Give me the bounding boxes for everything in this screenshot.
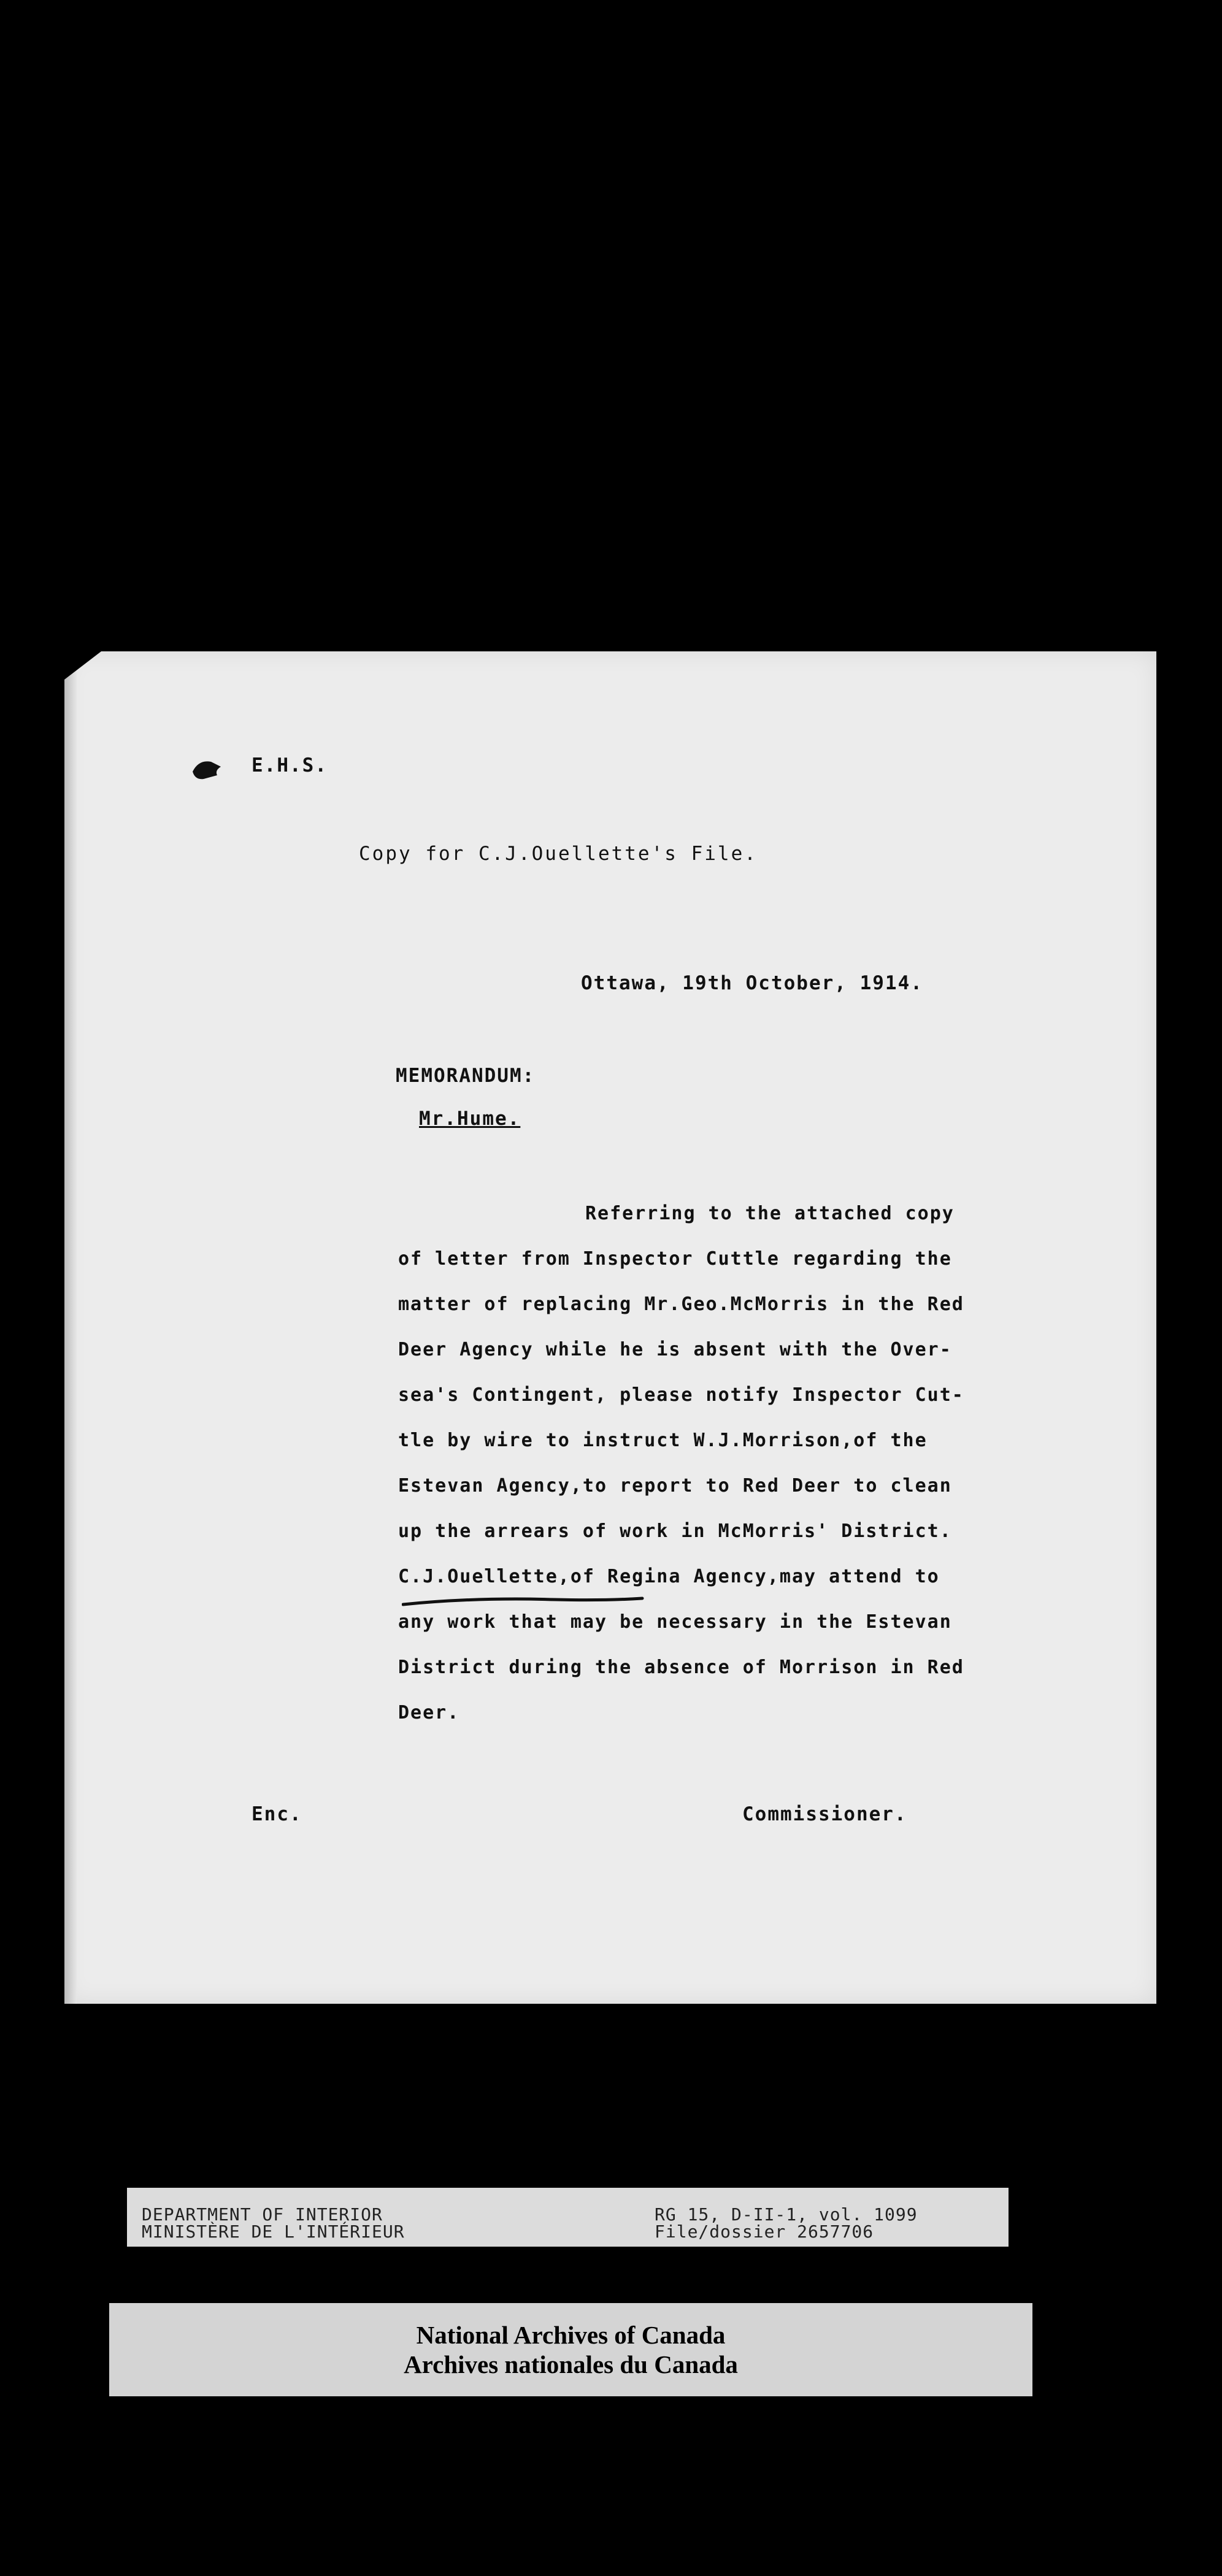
archive-name-fr: Archives nationales du Canada (404, 2350, 738, 2379)
department-fr: MINISTÈRE DE L'INTÉRIEUR (142, 2221, 405, 2242)
body-line: Referring to the attached copy (585, 1203, 955, 1224)
body-line: District during the absence of Morrison in Red (398, 1657, 964, 1678)
reference-block (655, 2206, 918, 2241)
reference-file: File/dossier 2657706 (655, 2221, 874, 2242)
addressee: Mr.Hume. (419, 1108, 521, 1130)
memo-body (398, 1191, 1097, 1736)
body-line: matter of replacing Mr.Geo.McMorris in the Red (398, 1294, 964, 1315)
body-line: of letter from Inspector Cuttle regarding the (398, 1248, 952, 1270)
initials: E.H.S. (252, 754, 328, 776)
body-line: up the arrears of work in McMorris' District. (398, 1520, 952, 1542)
archive-banner (109, 2303, 1032, 2396)
archive-reference-label (127, 2188, 1009, 2247)
archive-name-en: National Archives of Canada (416, 2321, 726, 2349)
signature-title: Commissioner. (742, 1803, 907, 1825)
memo-heading: MEMORANDUM: (396, 1065, 536, 1087)
reference-volume: RG 15, D-II-1, vol. 1099 (655, 2204, 918, 2225)
body-line: tle by wire to instruct W.J.Morrison,of the (398, 1430, 928, 1451)
pen-mark-icon (190, 757, 223, 781)
department-block (142, 2206, 405, 2241)
body-line: sea's Contingent, please notify Inspector Cut- (398, 1384, 964, 1406)
copy-note: Copy for C.J.Ouellette's File. (359, 843, 758, 865)
dateline: Ottawa, 19th October, 1914. (581, 972, 923, 994)
body-line: Deer Agency while he is absent with the Over- (398, 1339, 952, 1360)
body-line: Deer. (398, 1702, 460, 1723)
folded-corner (64, 651, 101, 680)
body-line: Estevan Agency,to report to Red Deer to clean (398, 1475, 952, 1497)
department-en: DEPARTMENT OF INTERIOR (142, 2204, 383, 2225)
handwritten-underline (402, 1595, 644, 1609)
body-line: any work that may be necessary in the Estevan (398, 1611, 952, 1633)
enclosure: Enc. (252, 1803, 302, 1825)
body-line: C.J.Ouellette,of Regina Agency,may attend to (398, 1566, 940, 1587)
memo-page (64, 651, 1156, 2004)
